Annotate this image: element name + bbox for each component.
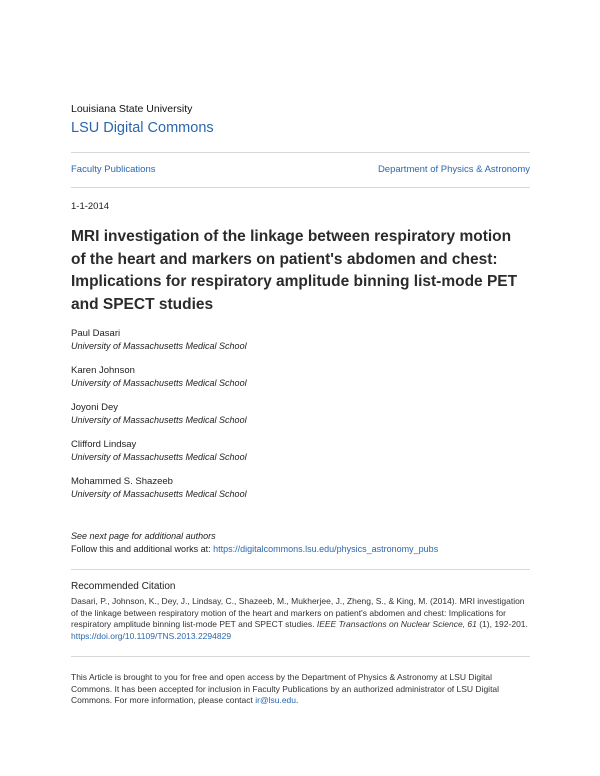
follow-line — [71, 543, 530, 556]
author-entry — [71, 439, 530, 476]
author-name: Karen Johnson — [71, 365, 135, 376]
additional-authors-note — [71, 530, 530, 555]
access-statement-text: This Article is brought to you for free and open access by the Department of Physics & Astronomy at LSU Digital Commons. It has been accepted for inclusion in Faculty Publications by an authorized administrator of LSU Digital Commons. For more information, please contact — [71, 672, 500, 705]
author-name: Mohammed S. Shazeeb — [71, 476, 173, 487]
access-statement — [71, 672, 530, 707]
follow-prefix: Follow this and additional works at: — [71, 543, 214, 554]
citation-issue: (1), 192-201. — [476, 619, 528, 629]
publication-date: 1-1-2014 — [71, 201, 110, 212]
collection-link[interactable]: Faculty Publications — [71, 164, 156, 175]
author-entry — [71, 476, 530, 513]
citation-body: Dasari, P., Johnson, K., Dey, J., Lindsay, C., Shazeeb, M., Mukherjee, J., Zheng, S., & King, M. (2014). MRI investigation of the linkage between respiratory motion of the heart and markers on patient's abdomen and chest: Implications for respiratory amplitude binning list-mode PET and SPECT studies. — [71, 596, 525, 629]
repository-link[interactable]: LSU Digital Commons — [71, 120, 214, 136]
divider-nav — [71, 187, 530, 188]
author-affiliation: University of Massachusetts Medical School — [71, 452, 247, 462]
divider-footer — [71, 656, 530, 657]
author-affiliation: University of Massachusetts Medical School — [71, 489, 247, 499]
author-entry — [71, 402, 530, 439]
divider-top — [71, 152, 530, 153]
divider-citation — [71, 569, 530, 570]
author-name: Clifford Lindsay — [71, 439, 137, 450]
article-title: MRI investigation of the linkage between respiratory motion of the heart and markers on patient's abdomen and chest: Implications for respiratory amplitude binning list-mode PET and SPECT studies — [71, 228, 518, 313]
institution-name: Louisiana State University — [71, 103, 193, 115]
author-name: Joyoni Dey — [71, 402, 118, 413]
contact-email-link[interactable]: ir@lsu.edu — [255, 695, 297, 705]
citation-journal: IEEE Transactions on Nuclear Science, 61 — [316, 619, 477, 629]
collection-url-link[interactable]: https://digitalcommons.lsu.edu/physics_astronomy_pubs — [213, 543, 439, 554]
doi-link[interactable]: https://doi.org/10.1109/TNS.2013.2294829 — [71, 630, 232, 641]
author-entry — [71, 365, 530, 402]
author-entry — [71, 328, 530, 365]
access-statement-end: . — [296, 695, 299, 705]
citation-text — [71, 596, 530, 642]
department-link[interactable]: Department of Physics & Astronomy — [377, 164, 530, 175]
author-affiliation: University of Massachusetts Medical School — [71, 341, 247, 351]
collection-nav — [71, 164, 530, 175]
author-affiliation: University of Massachusetts Medical School — [71, 415, 247, 425]
author-list — [71, 328, 530, 513]
see-next-page-note: See next page for additional authors — [71, 531, 216, 541]
author-affiliation: University of Massachusetts Medical School — [71, 378, 247, 388]
citation-heading: Recommended Citation — [71, 581, 176, 592]
author-name: Paul Dasari — [71, 328, 121, 339]
